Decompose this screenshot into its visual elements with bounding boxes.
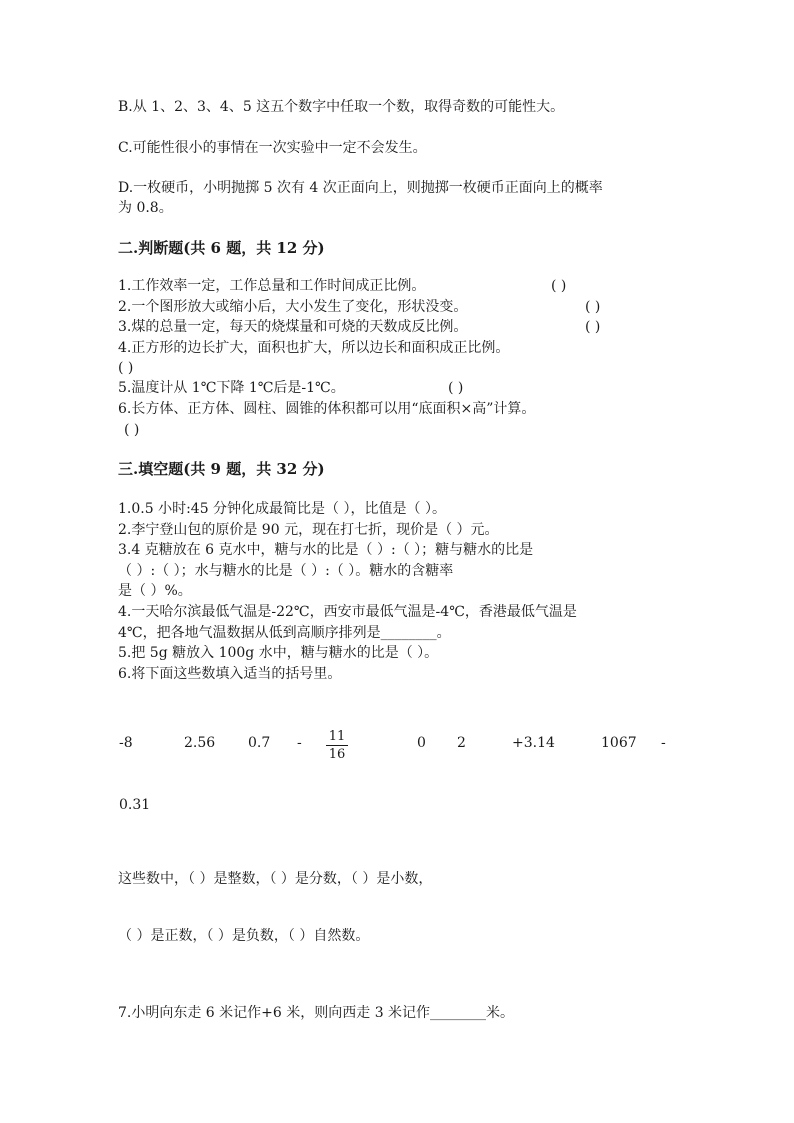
number-0-7: 0.7 [248,735,271,751]
fill-q5: 5.把 5g 糖放入 100g 水中，糖与糖水的比是（ ）。 [118,645,439,661]
judge-q5-answer[interactable]: ( ) [448,380,464,396]
fill-q3-line3: 是（ ）%。 [118,583,192,599]
number-plus-3-14: +3.14 [512,735,555,751]
option-d-line1: D.一枚硬币，小明抛掷 5 次有 4 次正面向上，则抛掷一枚硬币正面向上的概率 [118,180,603,196]
number-minus-sign: - [661,735,666,751]
fill-q6: 6.将下面这些数填入适当的括号里。 [118,666,342,682]
number-2-56: 2.56 [184,735,216,751]
number-neg-8: -8 [119,735,133,751]
fraction-denominator: 16 [328,747,346,762]
fraction-minus-sign: - [297,735,302,751]
fraction-numerator: 11 [328,729,346,744]
judge-q3: 3.煤的总量一定，每天的烧煤量和可烧的天数成反比例。 [118,319,468,335]
fill-q3-line1: 3.4 克糖放在 6 克水中，糖与水的比是（ ）:（ ）；糖与糖水的比是 [118,542,534,558]
fill-q2: 2.李宁登山包的原价是 90 元，现在打七折，现价是（ ）元。 [118,522,499,538]
judge-q2: 2.一个图形放大或缩小后，大小发生了变化，形状没变。 [118,299,468,315]
fill-q4-line1: 4.一天哈尔滨最低气温是-22℃，西安市最低气温是-4℃，香港最低气温是 [118,604,577,620]
judge-q3-answer[interactable]: ( ) [585,319,601,335]
section3-title: 三.填空题(共 9 题，共 32 分) [118,460,325,478]
judge-q4-answer[interactable]: ( ) [118,360,134,376]
option-b: B.从 1、2、3、4、5 这五个数字中任取一个数，取得奇数的可能性大。 [118,99,565,115]
number-0: 0 [417,735,426,751]
option-d-line2: 为 0.8。 [118,200,173,216]
number-2: 2 [457,735,466,751]
fill-q4-line2: 4℃，把各地气温数据从低到高顺序排列是________。 [118,625,451,641]
judge-q6: 6.长方体、正方体、圆柱、圆锥的体积都可以用“底面积×高”计算。 [118,401,536,417]
judge-q5: 5.温度计从 1℃下降 1℃后是-1℃。 [118,380,345,396]
fill-q1: 1.0.5 小时:45 分钟化成最简比是（ ），比值是（ ）。 [118,501,446,517]
judge-q1: 1.工作效率一定，工作总量和工作时间成正比例。 [118,278,426,294]
judge-q4: 4.正方形的边长扩大，面积也扩大，所以边长和面积成正比例。 [118,340,510,356]
section2-title: 二.判断题(共 6 题，共 12 分) [118,239,325,257]
fraction-11-16 [326,729,348,762]
option-c: C.可能性很小的事情在一次实验中一定不会发生。 [118,140,427,156]
number-1067: 1067 [601,735,637,751]
fill-q3-line2: （ ）:（ ）；水与糖水的比是（ ）:（ ）。糖水的含糖率 [118,563,454,579]
fill-q6-blanks-line1: 这些数中，（ ）是整数，（ ）是分数，（ ）是小数， [118,871,433,887]
judge-q1-answer[interactable]: ( ) [551,278,567,294]
fraction-bar [326,745,348,746]
judge-q6-answer[interactable]: ( ) [124,422,140,438]
number-0-31: 0.31 [119,797,151,813]
fill-q6-blanks-line2: （ ）是正数，（ ）是负数，（ ）自然数。 [118,928,370,944]
fill-q7: 7.小明向东走 6 米记作+6 米，则向西走 3 米记作________米。 [118,1005,515,1021]
judge-q2-answer[interactable]: ( ) [585,299,601,315]
